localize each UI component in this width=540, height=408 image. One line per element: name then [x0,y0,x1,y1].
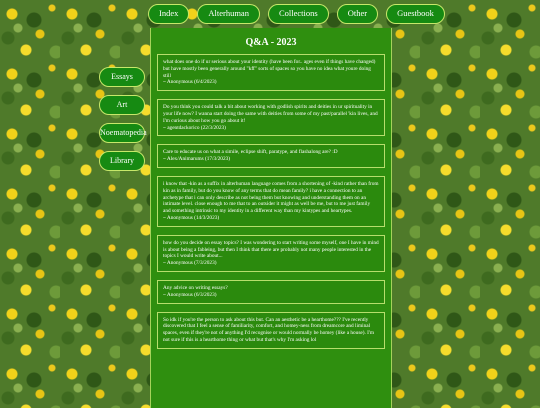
qa-question: how do you decide on essay topics? I was wondering to start writing some myself, one I have in mind is about being a fableing, but then I think that there are probably not many people interested in the topics I would write about... [163,239,379,260]
sidebar-art-button[interactable]: Art [99,95,145,115]
qa-author: ~ Anonymous (7/3/2023) [163,260,217,267]
qa-question: Do you think you could talk a bit about working with godlish spirits and deities in ur spirituality in your life now? I wanna start doing the same with deities from some of my past/parallel 'kin lives, and I'm curious about how you go about it! [163,104,378,124]
qa-list [157,54,385,357]
top-nav [148,4,445,24]
sidebar-noematopedia-button[interactable]: Noematopedia [99,123,145,143]
nav-collections-button[interactable]: Collections [268,4,329,24]
qa-author: ~ Anonymous (14/3/2023) [163,214,220,221]
qa-author: ~ Anonymous (6/3/2023) [163,291,217,298]
qa-entry [157,99,385,136]
qa-entry [157,144,385,168]
qa-entry [157,176,385,227]
sidebar-library-button[interactable]: Library [99,151,145,171]
qa-author: ~ Alex/Animarums (17/3/2023) [163,156,231,163]
nav-alterhuman-button[interactable]: Alterhuman [197,4,260,24]
sidebar-essays-button[interactable]: Essays [99,67,145,87]
sidebar [99,67,145,171]
qa-author: ~ agentdackorico (22/3/2023) [163,124,226,131]
qa-entry [157,235,385,272]
qa-entry [157,312,385,349]
nav-other-button[interactable]: Other [337,4,378,24]
qa-question: Care to educate us on what a simile, eclipse shift, paratype, and flashalong are? :D [163,149,338,156]
nav-guestbook-button[interactable]: Guestbook [386,4,445,24]
qa-question: Any advice on writing essays? [163,284,228,291]
nav-index-button[interactable]: Index [148,4,189,24]
page-title: Q&A - 2023 [245,37,297,48]
qa-entry [157,54,385,91]
qa-entry [157,280,385,304]
qa-question: i know that -kin as a suffix in alterhuman language comes from a shortening of -kind rather than from kin as in family, but do you know of any terms that do mean family? i have a connection to an archetype that i can only describe as not being them but knowing and understanding them on an intimate level. close enough to me that to an outsider it might as well be me, but to me just family and something intrinsic to my identity in a different way than my kintypes and heartypes. [163,180,379,215]
qa-panel [150,28,392,408]
qa-question: what does one do if ur serious about your identity (have been for.. ages even if things have changed) but have mostly been generally around "kff" sorts of spaces so you have no idea what youre doing still [163,59,376,79]
qa-question: So idk if you're the person to ask about this but. Can an aesthetic be a hearthome??? I've recently discovered that I feel a sense of familiarity, comfort, and homey-ness from dreamcore and liminal spaces, even if they're not of anything I'd recognise or would normally be homey (like a house). I'm not sure if this is a hearthome thing or what but that's why I'm asking lol [163,316,374,343]
qa-author: ~ Anonymous (6/4/2023) [163,79,217,86]
